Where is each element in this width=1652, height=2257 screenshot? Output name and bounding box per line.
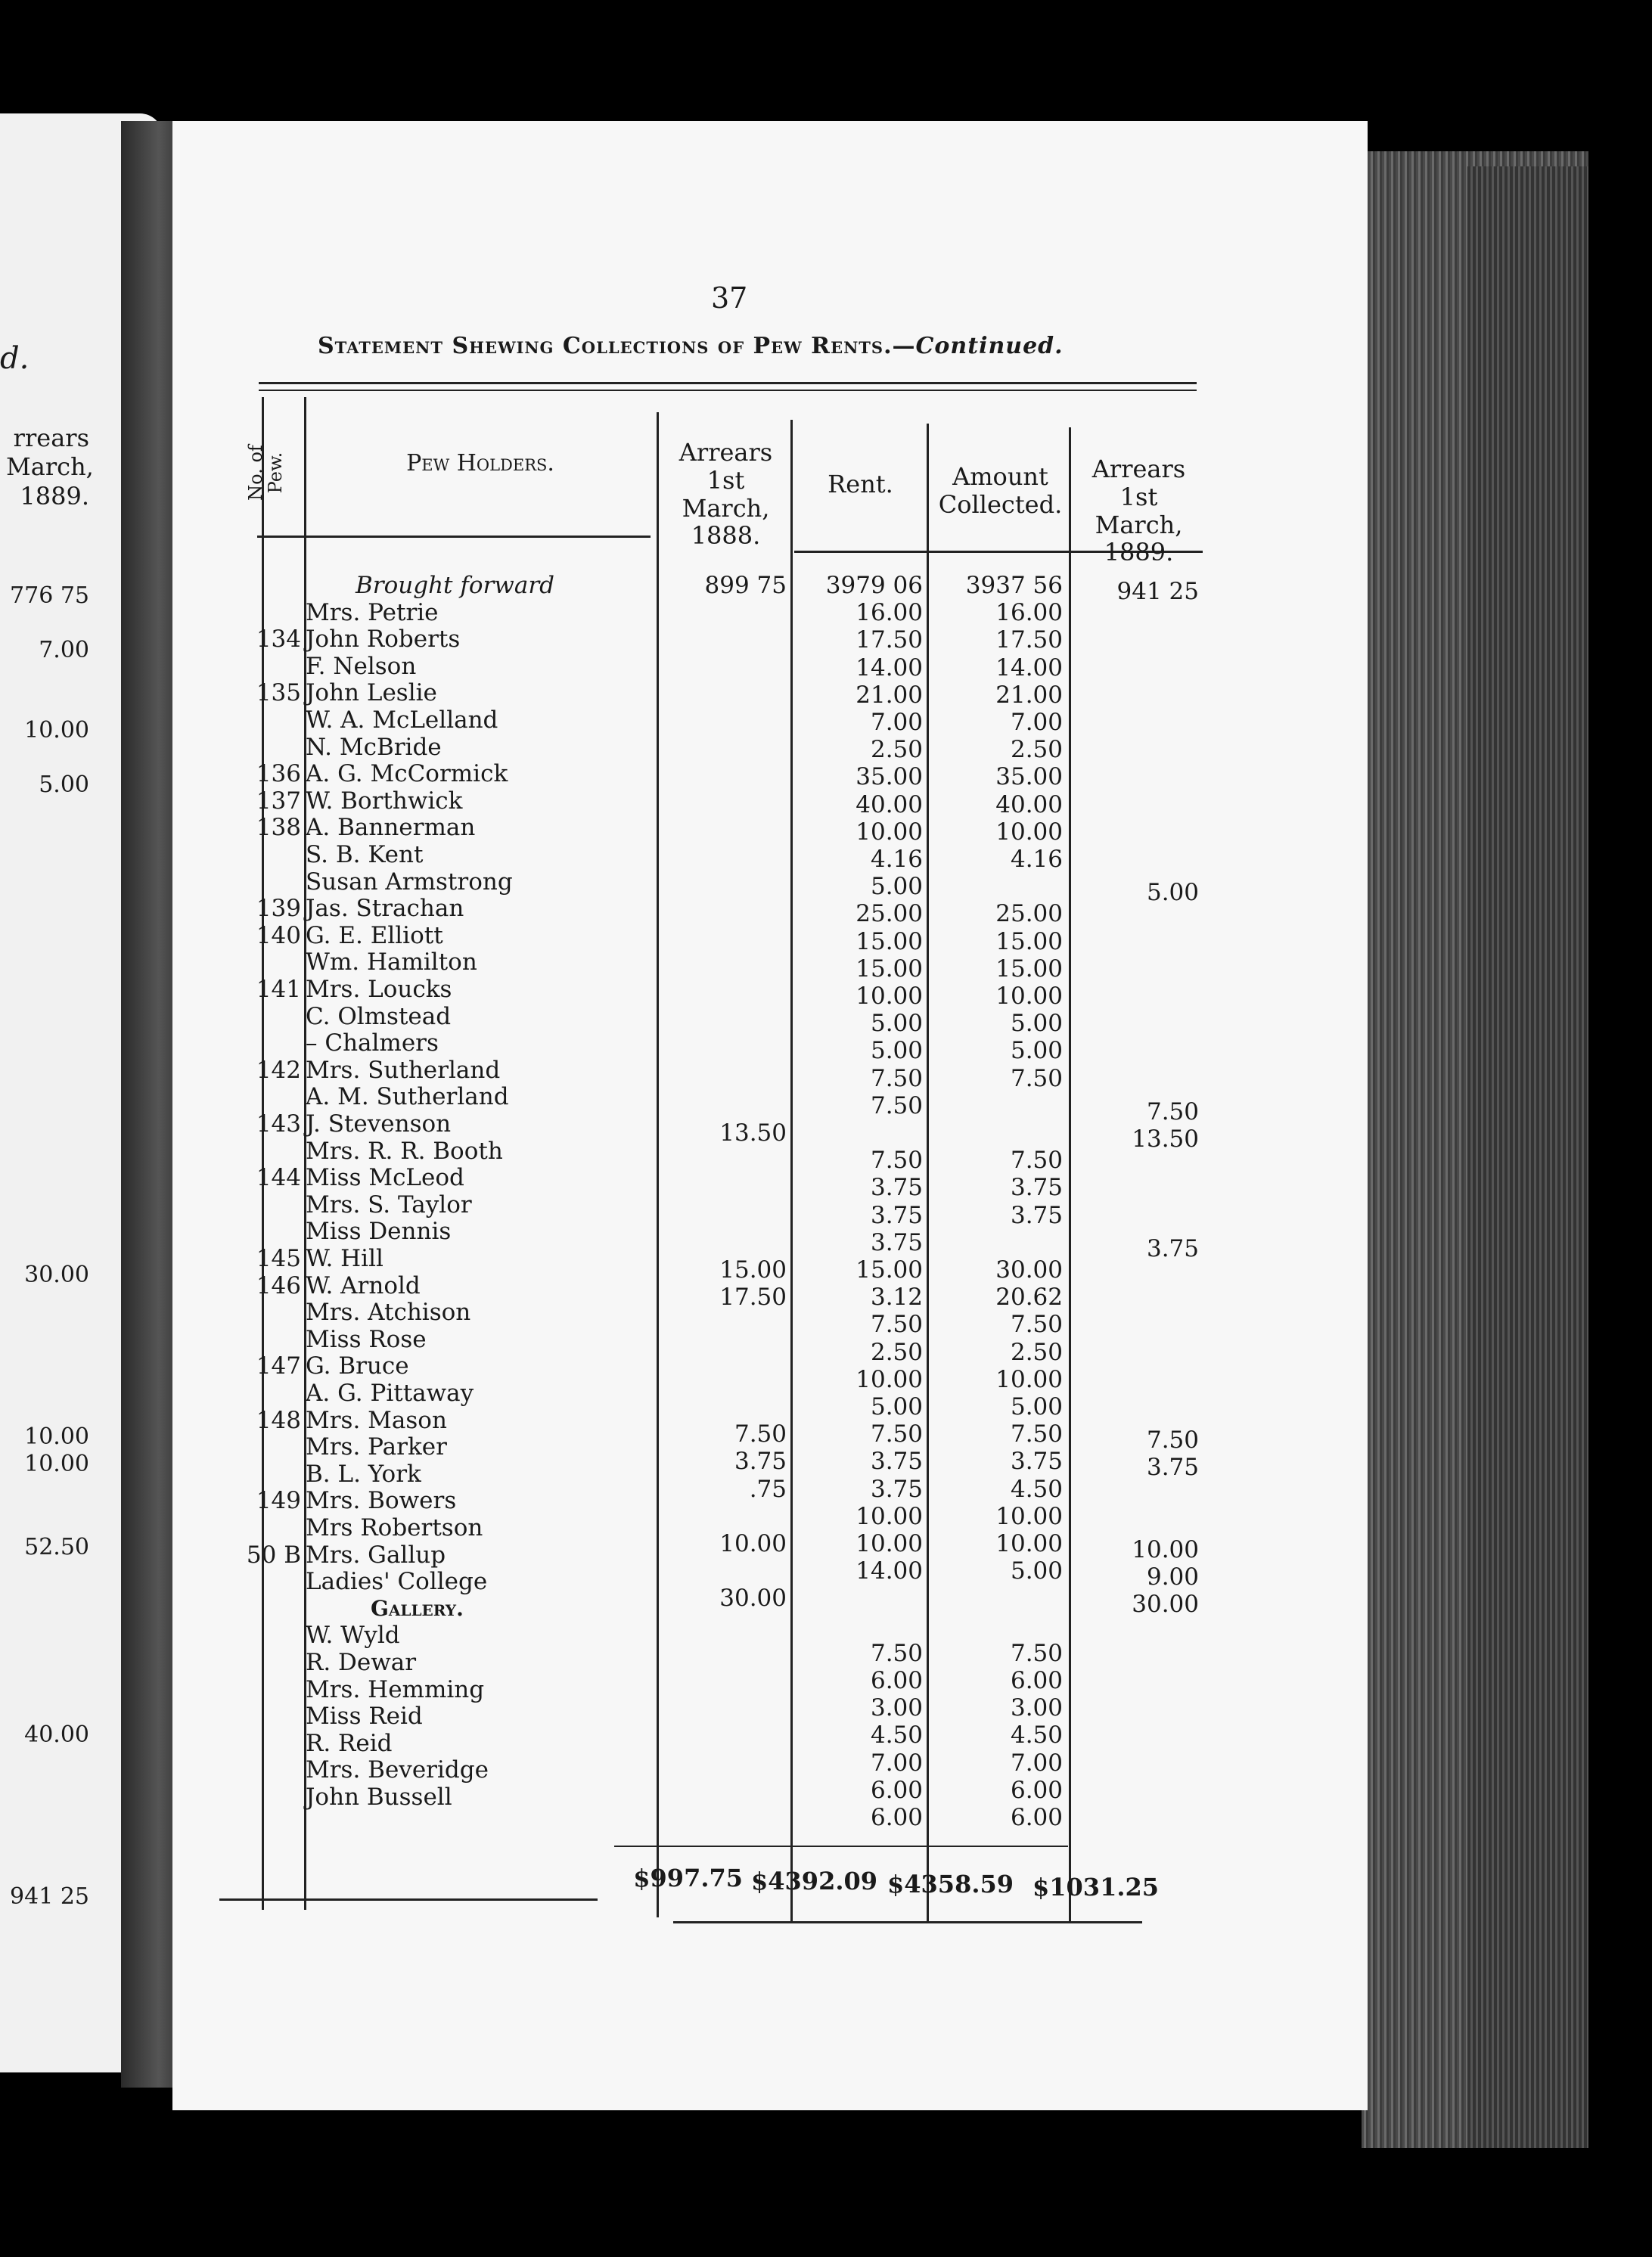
pew-holder-name: W. Arnold	[306, 1271, 421, 1299]
total-arrears-1889: $1031.25	[1032, 1873, 1159, 1902]
collected-value: 20.62	[995, 1284, 1063, 1312]
rent-value: 3.75	[870, 1475, 923, 1503]
collected-value: 17.50	[995, 626, 1063, 654]
total-collected: $4358.59	[887, 1870, 1014, 1898]
pew-holder-name: Wm. Hamilton	[306, 948, 477, 976]
collected-value: 4.50	[1010, 1721, 1063, 1749]
collected-value: 6.00	[1010, 1667, 1063, 1694]
collected-value: 5.00	[1010, 1037, 1063, 1065]
pew-holder-name: Mrs. Petrie	[306, 598, 439, 626]
pew-holder-name: Miss Rose	[306, 1325, 427, 1353]
arrears-1888-value: 899 75	[704, 572, 787, 599]
page-title: Statement Shewing Collections of Pew Rents.—Continued.	[318, 333, 1064, 359]
arrears-1888-value: .75	[749, 1475, 787, 1503]
pew-holder-name: F. Nelson	[306, 652, 417, 680]
pew-holder-name: Mrs. Gallup	[306, 1541, 446, 1569]
collected-value: 10.00	[995, 983, 1063, 1010]
collected-value: 10.00	[995, 1365, 1063, 1393]
bottom-rule-1	[219, 1898, 598, 1901]
pew-holder-name: Mrs Robertson	[306, 1514, 483, 1541]
pew-holder-name: G. Bruce	[306, 1352, 409, 1380]
arrears-1889-value: 7.50	[1146, 1427, 1199, 1454]
pew-holder-name: R. Dewar	[306, 1649, 417, 1676]
header-amount-collected: Amount Collected.	[938, 462, 1063, 519]
pew-holder-name: W. Hill	[306, 1245, 384, 1272]
left-value: 10.00	[24, 1451, 89, 1477]
collected-value: 3.75	[1010, 1174, 1063, 1202]
pew-number: 148	[256, 1406, 301, 1434]
total-rent: $4392.09	[751, 1867, 877, 1895]
pew-holder-name: Mrs. Beveridge	[306, 1756, 489, 1784]
rent-value: 3.75	[870, 1448, 923, 1476]
pew-holder-name: A. M. Sutherland	[306, 1083, 509, 1111]
pew-holder-name: Mrs. Sutherland	[306, 1056, 501, 1084]
pew-number: 143	[256, 1110, 301, 1138]
pew-holder-name: John Bussell	[306, 1784, 452, 1811]
left-value: 10.00	[24, 1423, 89, 1450]
rent-value: 7.50	[870, 1091, 923, 1119]
header-rule-top-2	[259, 390, 1197, 391]
collected-value: 7.50	[1010, 1064, 1063, 1092]
rent-value: 3.75	[870, 1228, 923, 1256]
collected-value: 7.50	[1010, 1420, 1063, 1448]
arrears-1889-value: 5.00	[1146, 879, 1199, 907]
rent-value: 14.00	[856, 1557, 923, 1585]
rent-value: 7.00	[870, 1749, 923, 1777]
collected-value: 6.00	[1010, 1776, 1063, 1804]
rent-value: 6.00	[870, 1776, 923, 1804]
left-header-fragment: d.	[0, 341, 30, 376]
pew-holder-name: G. E. Elliott	[306, 921, 443, 949]
pew-holder-name: B. L. York	[306, 1460, 421, 1488]
pew-holder-name: Mrs. Hemming	[306, 1675, 485, 1703]
rent-value: 7.00	[870, 709, 923, 736]
pew-holder-name: R. Reid	[306, 1729, 393, 1757]
rent-value: 3.00	[870, 1694, 923, 1722]
pew-number: 136	[256, 760, 301, 788]
collected-value: 5.00	[1010, 1010, 1063, 1038]
left-value: 941 25	[10, 1883, 89, 1910]
rent-value: 10.00	[856, 1502, 923, 1530]
rent-value: 2.50	[870, 736, 923, 764]
left-header-line: March,	[6, 452, 94, 482]
collected-value: 7.50	[1010, 1147, 1063, 1175]
pew-holder-name: W. A. McLelland	[306, 706, 498, 734]
pew-number: 145	[256, 1245, 301, 1272]
arrears-1889-value: 9.00	[1146, 1563, 1199, 1591]
collected-value: 5.00	[1010, 1557, 1063, 1585]
rent-value: 4.16	[870, 846, 923, 873]
pew-holder-name: A. G. McCormick	[306, 760, 508, 788]
rent-value: 4.50	[870, 1721, 923, 1749]
collected-value: 2.50	[1010, 736, 1063, 764]
arrears-1888-value: 30.00	[719, 1585, 787, 1613]
left-column-header	[6, 424, 94, 511]
rent-value: 25.00	[856, 900, 923, 928]
collected-value: 14.00	[995, 654, 1063, 681]
pew-holder-name: W. Wyld	[306, 1622, 400, 1650]
collected-value: 7.00	[1010, 1749, 1063, 1777]
arrears-1889-value: 30.00	[1132, 1591, 1199, 1619]
arrears-1889-value: 3.75	[1146, 1454, 1199, 1482]
collected-value: 4.16	[1010, 846, 1063, 873]
totals-rule	[614, 1846, 1068, 1847]
arrears-1888-value: 17.50	[719, 1284, 787, 1312]
pew-holder-name: Ladies' College	[306, 1568, 488, 1596]
pew-holder-name: Miss McLeod	[306, 1164, 464, 1192]
rent-value: 35.00	[856, 763, 923, 791]
collected-value: 3.00	[1010, 1694, 1063, 1722]
collected-value: 3937 56	[965, 572, 1063, 599]
header-rent: Rent.	[828, 470, 893, 498]
pew-holder-name: Miss Dennis	[306, 1218, 452, 1246]
pew-number: 147	[256, 1352, 301, 1380]
rent-value: 16.00	[856, 599, 923, 627]
rent-value: 15.00	[856, 927, 923, 955]
arrears-1888-value: 15.00	[719, 1256, 787, 1284]
left-value: 5.00	[39, 771, 89, 798]
rent-value: 15.00	[856, 1256, 923, 1284]
collected-value: 2.50	[1010, 1338, 1063, 1366]
collected-value: 7.50	[1010, 1639, 1063, 1667]
rent-value: 7.50	[870, 1311, 923, 1339]
rent-value: 7.50	[870, 1639, 923, 1667]
rent-value: 21.00	[856, 681, 923, 709]
pew-holder-name: Miss Reid	[306, 1703, 423, 1731]
pew-number: 146	[256, 1271, 301, 1299]
collected-value: 5.00	[1010, 1393, 1063, 1420]
arrears-1889-value: 941 25	[1116, 578, 1199, 605]
rent-value: 5.00	[870, 1037, 923, 1065]
col-line-a88	[790, 420, 793, 1921]
collected-value: 6.00	[1010, 1804, 1063, 1831]
pew-number: 140	[256, 921, 301, 949]
page-edges-dark	[1467, 166, 1588, 2148]
col-line-holders	[657, 412, 659, 1917]
header-arrears-1889: Arrears 1st March, 1889.	[1092, 455, 1186, 567]
rent-value: 17.50	[856, 626, 923, 654]
pew-holder-name: Mrs. Atchison	[306, 1299, 471, 1327]
rent-value: 3979 06	[825, 572, 923, 599]
header-rule-top	[259, 382, 1197, 384]
header-rule-bottom-1	[257, 536, 651, 538]
left-header-line: 1889.	[20, 481, 89, 511]
rent-value: 7.50	[870, 1420, 923, 1448]
rent-value: 7.50	[870, 1147, 923, 1175]
arrears-1889-value: 13.50	[1132, 1125, 1199, 1153]
pew-number: 50 B	[246, 1541, 301, 1569]
rent-value: 7.50	[870, 1064, 923, 1092]
pew-holder-name: John Leslie	[306, 679, 437, 707]
left-value: 776 75	[10, 582, 89, 609]
collected-value: 7.00	[1010, 709, 1063, 736]
rent-value: 6.00	[870, 1667, 923, 1694]
page-number: 37	[711, 281, 748, 315]
pew-holder-name: Jas. Strachan	[306, 895, 464, 923]
pew-number: 144	[256, 1164, 301, 1192]
pew-holder-name: Susan Armstrong	[306, 868, 513, 896]
pew-number: 135	[256, 679, 301, 707]
pew-holder-name: Mrs. Mason	[306, 1406, 447, 1434]
pew-number: 138	[256, 814, 301, 842]
collected-value: 3.75	[1010, 1448, 1063, 1476]
arrears-1889-value: 7.50	[1146, 1097, 1199, 1125]
pew-number: 139	[256, 895, 301, 923]
left-value: 52.50	[24, 1534, 89, 1560]
pew-number: 134	[256, 626, 301, 654]
left-value: 40.00	[24, 1721, 89, 1748]
collected-value: 10.00	[995, 818, 1063, 846]
pew-holder-name: Mrs. Bowers	[306, 1487, 457, 1515]
arrears-1888-value: 10.00	[719, 1530, 787, 1557]
bottom-rule-2	[673, 1921, 1142, 1923]
arrears-1888-value: 3.75	[734, 1448, 787, 1476]
rent-value: 3.75	[870, 1174, 923, 1202]
pew-holder-name: Gallery.	[371, 1595, 464, 1621]
left-value: 10.00	[24, 717, 89, 744]
pew-holder-name: N. McBride	[306, 733, 442, 761]
arrears-1889-value: 3.75	[1146, 1234, 1199, 1262]
collected-value: 4.50	[1010, 1475, 1063, 1503]
pew-holder-name: John Roberts	[306, 626, 461, 654]
header-arrears-1888: Arrears 1st March, 1888.	[678, 438, 773, 551]
collected-value: 16.00	[995, 599, 1063, 627]
rent-value: 10.00	[856, 983, 923, 1010]
pew-holder-name: Mrs. Loucks	[306, 976, 452, 1003]
pew-holder-name: Mrs. S. Taylor	[306, 1191, 472, 1219]
col-line-left	[262, 397, 264, 1910]
collected-value: 35.00	[995, 763, 1063, 791]
collected-value: 30.00	[995, 1256, 1063, 1284]
collected-value: 25.00	[995, 900, 1063, 928]
total-arrears-1888: $997.75	[633, 1864, 743, 1892]
rent-value: 40.00	[856, 790, 923, 818]
pew-holder-name: Brought forward	[356, 572, 554, 599]
pew-holder-name: W. Borthwick	[306, 787, 463, 815]
pew-holder-name: C. Olmstead	[306, 1002, 452, 1030]
rent-value: 15.00	[856, 955, 923, 983]
collected-value: 21.00	[995, 681, 1063, 709]
rent-value: 10.00	[856, 818, 923, 846]
arrears-1888-value: 7.50	[734, 1420, 787, 1448]
rent-value: 5.00	[870, 873, 923, 901]
left-header-line: rrears	[13, 424, 89, 452]
rent-value: 14.00	[856, 654, 923, 681]
pew-holder-name: A. Bannerman	[306, 814, 476, 842]
rent-value: 3.75	[870, 1201, 923, 1229]
rent-value: 6.00	[870, 1804, 923, 1831]
collected-value: 3.75	[1010, 1201, 1063, 1229]
left-value: 7.00	[39, 637, 89, 663]
left-value: 30.00	[24, 1262, 89, 1288]
pew-holder-name: A. G. Pittaway	[306, 1380, 474, 1407]
rent-value: 5.00	[870, 1010, 923, 1038]
rent-value: 10.00	[856, 1365, 923, 1393]
col-line-rent	[927, 424, 929, 1921]
rent-value: 2.50	[870, 1338, 923, 1366]
arrears-1888-value: 13.50	[719, 1119, 787, 1147]
pew-number: 137	[256, 787, 301, 815]
collected-value: 10.00	[995, 1530, 1063, 1557]
collected-value: 15.00	[995, 927, 1063, 955]
pew-holder-name: – Chalmers	[306, 1029, 439, 1057]
collected-value: 7.50	[1010, 1311, 1063, 1339]
pew-number: 142	[256, 1056, 301, 1084]
header-pew-no: No. of Pew.	[245, 445, 287, 501]
rent-value: 10.00	[856, 1530, 923, 1557]
pew-holder-name: Mrs. Parker	[306, 1433, 447, 1461]
collected-value: 40.00	[995, 790, 1063, 818]
collected-value: 15.00	[995, 955, 1063, 983]
arrears-1889-value: 10.00	[1132, 1536, 1199, 1563]
pew-holder-name: J. Stevenson	[306, 1110, 452, 1138]
col-line-collected	[1069, 427, 1071, 1921]
rent-value: 5.00	[870, 1393, 923, 1420]
header-pew-holders: Pew Holders.	[406, 450, 554, 477]
collected-value: 10.00	[995, 1502, 1063, 1530]
pew-number: 149	[256, 1487, 301, 1515]
pew-holder-name: Mrs. R. R. Booth	[306, 1137, 503, 1165]
pew-holder-name: S. B. Kent	[306, 841, 424, 868]
pew-number: 141	[256, 976, 301, 1003]
rent-value: 3.12	[870, 1284, 923, 1312]
